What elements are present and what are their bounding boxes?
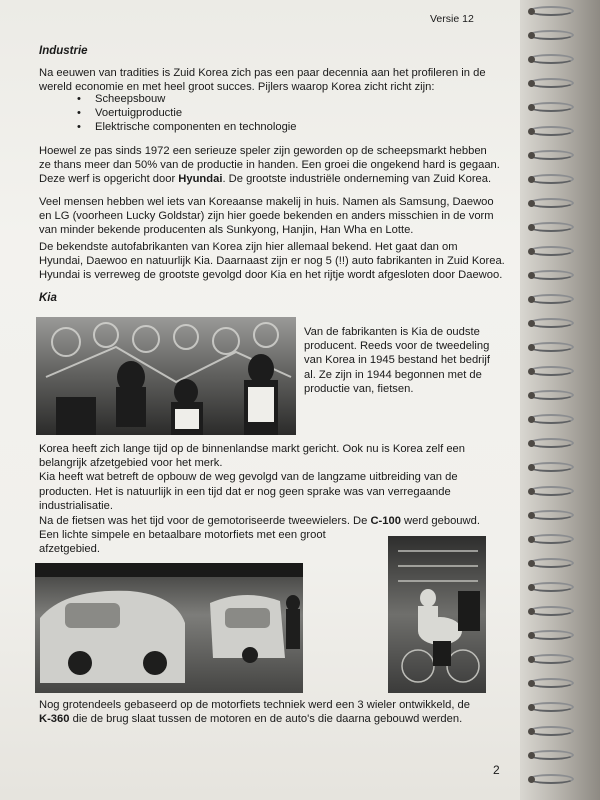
three-wheeler-factory-photo bbox=[35, 563, 303, 693]
punch-hole bbox=[528, 320, 535, 327]
text-line: Nog grotendeels gebaseerd op de motorfiets techniek werd een 3 wieler ontwikkeld, de bbox=[39, 699, 470, 711]
motorcycle-factory-photo bbox=[388, 536, 486, 693]
text-line: Van de fabrikanten is Kia de oudste bbox=[304, 326, 480, 338]
k360-bold: K-360 bbox=[39, 713, 70, 726]
punch-hole bbox=[528, 512, 535, 519]
punch-hole bbox=[528, 176, 535, 183]
text-line: producent. Reeds voor de tweedeling bbox=[304, 340, 490, 353]
text-line: van Korea in 1945 bestand het bedrijf bbox=[304, 354, 490, 367]
text-line: productie van, fietsen. bbox=[304, 382, 414, 395]
text-line: al. Ze zijn in 1944 begonnen met de bbox=[304, 368, 482, 381]
heading-kia: Kia bbox=[39, 292, 57, 304]
punch-hole bbox=[528, 368, 535, 375]
punch-hole bbox=[528, 152, 535, 159]
text-line: wereld economie en met heel groot succes. Pijlers waarop Korea zicht richt zijn: bbox=[39, 81, 435, 94]
text-line: K-360 die de brug slaat tussen de motoren en de auto's die daarna gebouwd werden. bbox=[39, 713, 463, 726]
punch-hole bbox=[528, 536, 535, 543]
punch-hole bbox=[528, 344, 535, 351]
text-line: industrialisatie. bbox=[39, 499, 113, 512]
brands-paragraph bbox=[39, 195, 509, 238]
three-wheeler-paragraph bbox=[39, 698, 509, 726]
punch-hole bbox=[528, 248, 535, 255]
punch-hole bbox=[528, 632, 535, 639]
punch-hole bbox=[528, 488, 535, 495]
punch-hole bbox=[528, 8, 535, 15]
punch-hole bbox=[528, 680, 535, 687]
punch-hole bbox=[528, 416, 535, 423]
text-line: Veel mensen hebben wel iets van Koreaanse makelij in huis. Namen als Samsung, Daewoo bbox=[39, 196, 494, 208]
punch-hole bbox=[528, 80, 535, 87]
punch-hole bbox=[528, 464, 535, 471]
text-line: Een lichte simpele en betaalbare motorfiets met een groot bbox=[39, 529, 326, 542]
text-line: Deze werf is opgericht door Hyundai. De grootste industriële onderneming van Zuid Korea. bbox=[39, 173, 492, 186]
punch-hole bbox=[528, 392, 535, 399]
punch-hole bbox=[528, 296, 535, 303]
text-line: Hyundai, Daewoo en natuurlijk Kia. Daarnaast zijn er nog 5 (!!) auto fabrikanten in Zuid Korea. bbox=[39, 255, 505, 268]
punch-hole bbox=[528, 704, 535, 711]
punch-hole bbox=[528, 560, 535, 567]
punch-hole bbox=[528, 272, 535, 279]
list-item: • Voertuigproductie bbox=[77, 106, 297, 120]
text-line: producten. Het is natuurlijk in een tijd dat er nog geen sprake was van verregaande bbox=[39, 485, 451, 498]
version-label: Versie 12 bbox=[430, 13, 474, 25]
text-line: belangrijk afzetgebied voor het merk. bbox=[39, 457, 223, 470]
punch-hole bbox=[528, 656, 535, 663]
punch-hole bbox=[528, 728, 535, 735]
punch-hole bbox=[528, 752, 535, 759]
punch-hole bbox=[528, 440, 535, 447]
text-line: afzetgebied. bbox=[39, 543, 100, 556]
text-line: ze thans meer dan 50% van de productie in handen. Een groei die ongekend hard is gegaan. bbox=[39, 159, 500, 172]
bicycle-factory-photo bbox=[36, 317, 296, 435]
shipbuilding-paragraph bbox=[39, 144, 509, 187]
text-line: Hoewel ze pas sinds 1972 een serieuze speler zijn geworden op de scheepsmarkt hebben bbox=[39, 145, 487, 157]
text-line: Korea heeft zich lange tijd op de binnenlandse markt gericht. Ook nu is Korea zelf een bbox=[39, 443, 466, 455]
text-line: en LG (voorheen Lucky Goldstar) zijn hier goede bekenden en anders misschien in de vorm bbox=[39, 210, 494, 223]
text-line: Kia heeft wat betreft de opbouw de weg gevolgd van de langzame uitbreiding van de bbox=[39, 471, 458, 484]
punch-hole bbox=[528, 776, 535, 783]
text-line: Na eeuwen van tradities is Zuid Korea zich pas een paar decennia aan het profileren in de bbox=[39, 67, 486, 79]
hyundai-bold: Hyundai bbox=[178, 173, 223, 186]
c100-bold: C-100 bbox=[370, 515, 401, 527]
punch-hole bbox=[528, 128, 535, 135]
text-line: van minder bekende producenten als Sunkyong, Hanjin, Han Wha en Lotte. bbox=[39, 224, 414, 237]
punch-hole bbox=[528, 584, 535, 591]
punch-hole bbox=[528, 608, 535, 615]
car-makers-paragraph bbox=[39, 240, 509, 283]
text-line: Hyundai is verreweg de grootste gevolgd door Kia en het rijtje wordt afgesloten door Daewoo. bbox=[39, 269, 503, 282]
list-item: • Elektrische componenten en technologie bbox=[77, 120, 297, 134]
list-item: • Scheepsbouw bbox=[77, 92, 297, 106]
punch-hole bbox=[528, 224, 535, 231]
text-line: De bekendste autofabrikanten van Korea zijn hier allemaal bekend. Het gaat dan om bbox=[39, 241, 458, 253]
heading-industrie: Industrie bbox=[39, 45, 88, 57]
punch-hole bbox=[528, 56, 535, 63]
pillars-list bbox=[77, 92, 297, 135]
kia-history-sidebar bbox=[304, 325, 514, 396]
punch-hole bbox=[528, 200, 535, 207]
text-line: Na de fietsen was het tijd voor de gemotoriseerde tweewielers. De C-100 werd gebouwd. bbox=[39, 515, 480, 527]
punch-hole bbox=[528, 32, 535, 39]
intro-paragraph bbox=[39, 66, 509, 94]
domestic-market-paragraph bbox=[39, 442, 509, 513]
punch-hole bbox=[528, 104, 535, 111]
page-number: 2 bbox=[493, 763, 500, 777]
